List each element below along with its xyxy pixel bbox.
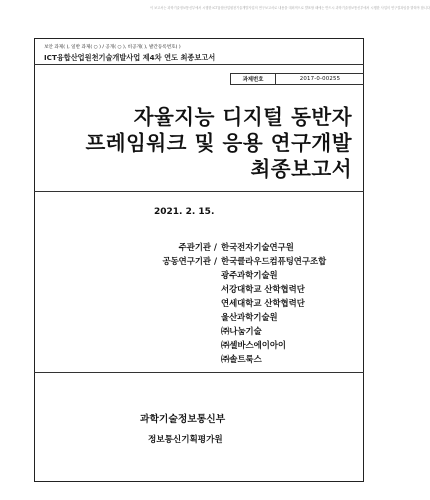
security-classification: 보안 과제( ), 일반 과제( ○ ) / 공개( ○ ), 비공개( ), 발간등록번호( ) (44, 45, 181, 50)
organization-row (0, 269, 400, 282)
title-divider (34, 191, 364, 192)
organization-name: 서강대학교 산학협력단 (221, 284, 305, 294)
report-date: 2021. 2. 15. (154, 207, 215, 217)
organization-row (0, 325, 400, 338)
task-number-label: 과제번호 (231, 74, 276, 84)
header-divider (34, 64, 364, 65)
report-title-line-1: 자율지능 디지털 동반자 (133, 105, 352, 129)
organization-row (0, 283, 400, 296)
task-number-value: 2017-0-00255 (299, 76, 341, 82)
organization-row (0, 255, 400, 268)
report-title-line-2: 프레임워크 및 응용 연구개발 (85, 131, 352, 155)
organization-name: 울산과학기술원 (221, 312, 278, 322)
watermark-notice: 이 보고서는 과학기술정보통신부에서 시행한 ICT융합산업원천기술개발사업의 연구보고서로 내용을 대외적으로 발표할 때에는 반드시 과학기술정보통신부에서 시행한 사업의 연구결과임을 밝혀야 합니다 (150, 6, 430, 10)
organization-role: 공동연구기관 / (162, 256, 217, 266)
organization-role: 주관기관 / (178, 242, 217, 252)
organization-name: ㈜셀바스에이아이 (221, 340, 287, 350)
organization-row (0, 339, 400, 352)
project-name: ICT융합산업원천기술개발사업 제4차 연도 최종보고서 (44, 53, 216, 62)
task-number-box (230, 73, 364, 85)
organization-row (0, 297, 400, 310)
agency-name: 정보통신기획평가원 (148, 435, 223, 445)
footer-divider (34, 372, 364, 373)
organization-name: 한국전자기술연구원 (221, 242, 294, 252)
organization-row (0, 311, 400, 324)
organization-row (0, 241, 400, 254)
organization-name: ㈜솔트룩스 (221, 354, 262, 364)
organization-name: ㈜나눔기술 (221, 326, 262, 336)
organization-row (0, 353, 400, 366)
organization-name: 한국클라우드컴퓨팅연구조합 (221, 256, 327, 266)
organization-name: 광주과학기술원 (221, 270, 278, 280)
ministry-name: 과학기술정보통신부 (140, 414, 226, 425)
report-title (85, 104, 352, 182)
report-title-line-3: 최종보고서 (250, 157, 352, 181)
organization-name: 연세대학교 산학협력단 (221, 298, 305, 308)
